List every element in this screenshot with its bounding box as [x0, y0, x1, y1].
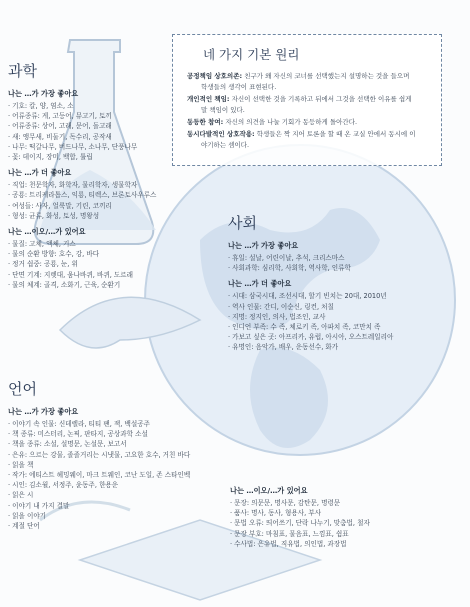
list-item: · 단면 기계: 지렛대, 움나바퀴, 바퀴, 도르래: [8, 270, 156, 280]
science-section: [8, 60, 156, 296]
group-title: 나는 …가 가장 좋아요: [228, 241, 299, 250]
society-section: [228, 212, 393, 359]
principle-cont: 학생들의 생각이 표현된다.: [201, 83, 277, 91]
group-title: 나는 …가 더 좋아요: [228, 279, 292, 289]
principle-term: 동등한 참여:: [187, 118, 224, 126]
list-item: · 정거 쉽중: 공룡, 눈, 위: [8, 259, 156, 269]
list-item: · 문장: 의문문, 명사문, 감탄문, 명령문: [230, 498, 370, 508]
list-item: · 인디언 부족: 수 족, 체로키 족, 아파치 족, 코만치 족: [228, 322, 393, 332]
language-group-2: [230, 486, 370, 549]
principle-2: [187, 94, 431, 116]
list-item: · 읽을 책: [8, 460, 190, 470]
principle-text: 자신의 의견을 나눌 기회가 동등하게 돌아간다.: [225, 118, 358, 126]
science-group-2: [8, 168, 156, 221]
list-item: · 시대: 삼국시대, 조선시대, 할기 빈치는 20대, 2010년: [228, 291, 393, 301]
list-item: · 계절 단어: [8, 521, 190, 531]
language-section: [8, 378, 190, 537]
principle-3: [187, 117, 431, 128]
list-item: · 어류종류: 상어, 고래, 문어, 돌고래: [8, 121, 156, 131]
list-item: · 은유: 으르는 강물, 졸졸거리는 시냇물, 고요한 호수, 거친 바다: [8, 450, 190, 460]
list-item: · 나무: 떡갈나무, 버드나무, 소나무, 단풍나무: [8, 142, 156, 152]
principle-4: [187, 129, 431, 151]
language-section-2: [230, 486, 370, 555]
group-title: 나는 …가 가장 좋아요: [8, 407, 79, 416]
list-item: · 가보고 싶은 곳: 아프리카, 유럽, 아시아, 오스트레일리아: [228, 332, 393, 342]
list-item: · 수사법: 은유법, 직유법, 의인법, 과장법: [230, 539, 370, 549]
science-group-3: [8, 227, 156, 290]
principle-text: 자신이 선택한 것을 기록하고 뒤에서 그것을 선택한 이유를 쉽게: [231, 95, 412, 103]
list-item: · 형성: 균류, 화성, 토성, 명왕성: [8, 211, 156, 221]
list-item: · 품사: 명사, 동사, 형용사, 부사: [230, 508, 370, 518]
list-item: · 책 종류: 미스터리, 논픽, 판타지, 공상과학 소설: [8, 429, 190, 439]
list-item: · 이야기 속 인물: 신데렐라, 티티 팬, 잭, 백설공주: [8, 419, 190, 429]
group-title: 나는 …이오/…가 있어요: [230, 486, 308, 495]
language-title: 언어: [8, 380, 37, 398]
language-group-1: [8, 407, 190, 531]
principle-cont: 말 책임이 있다.: [201, 106, 245, 114]
list-item: · 문장 부호: 마침표, 물음표, 느낌표, 쉼표: [230, 529, 370, 539]
list-item: · 지명: 정지인, 의사, 법조인, 교사: [228, 312, 393, 322]
society-group-2: [228, 279, 393, 352]
list-item: · 꽃: 데이지, 장미, 백합, 튤립: [8, 152, 156, 162]
group-title: 나는 …가 가장 좋아요: [8, 89, 79, 98]
list-item: · 읽은 시: [8, 490, 190, 500]
list-item: · 사회과학: 심리학, 사회학, 역사학, 인류학: [228, 263, 393, 273]
list-item: · 새: 앵무새, 비둘기, 독수리, 공작새: [8, 132, 156, 142]
principle-term: 개인적인 책임:: [187, 95, 230, 103]
group-title: 나는 …이오/…가 있어요: [8, 227, 86, 237]
list-item: · 읽을 이야기: [8, 511, 190, 521]
four-principles-box: [172, 34, 442, 166]
list-item: · 역사 인물: 간디, 이순신, 링컨, 처칠: [228, 302, 393, 312]
principle-text: 친구가 왜 자신의 코너를 선택했는지 설명하는 것을 들으며: [244, 72, 410, 80]
list-item: · 물질: 고체, 액체, 기스: [8, 239, 156, 249]
list-item: · 휴일: 설날, 어린이날, 추석, 크리스마스: [228, 253, 393, 263]
group-title: 나는 …가 더 좋아요: [8, 168, 72, 178]
list-item: · 문법 오류: 띄어쓰기, 단락 나누기, 맞춤법, 철자: [230, 518, 370, 528]
list-item: · 작가: 에티스트 헤밍웨이, 마크 트웨인, 코난 도일, 존 스타인벡: [8, 470, 190, 480]
list-item: · 직업: 천문학자, 화학자, 물리학자, 생물학자: [8, 180, 156, 190]
list-item: · 여성들: 사자, 얼룩말, 기린, 코끼리: [8, 201, 156, 211]
science-title: 과학: [8, 62, 37, 80]
list-item: · 물의 순환 방향: 호수, 강, 바다: [8, 249, 156, 259]
principle-cont: 야기하는 셈이다.: [201, 141, 250, 149]
list-item: · 공룡: 트리케라톱스, 익룡, 티렉스, 브론토사우루스: [8, 190, 156, 200]
list-item: · 유명인: 음악가, 배우, 운동선수, 화가: [228, 342, 393, 352]
list-item: · 책을 종류: 소설, 설명문, 논설문, 보고서: [8, 439, 190, 449]
list-item: · 이야기 내 가지 결말: [8, 501, 190, 511]
list-item: · 물의 체계: 골격, 소화기, 근육, 순환기: [8, 280, 156, 290]
list-item: · 어류종류: 게, 고등어, 뮤고기, 토끼: [8, 111, 156, 121]
principles-title: 네 가지 기본 원리: [203, 47, 300, 62]
science-group-1: [8, 89, 156, 162]
principle-text: 학생들은 짝 지어 토론을 할 때 온 교실 안에서 동시에 이: [256, 130, 416, 138]
principle-term: 동시다발적인 상호작용:: [187, 130, 255, 138]
society-group-1: [228, 241, 393, 273]
principle-1: [187, 71, 431, 93]
list-item: · 시인: 김소월, 서정주, 윤동주, 한용운: [8, 480, 190, 490]
society-title: 사회: [228, 214, 257, 232]
principle-term: 공정책임 상호의존:: [187, 72, 243, 80]
list-item: · 기호: 칼, 양, 염소, 소: [8, 101, 156, 111]
